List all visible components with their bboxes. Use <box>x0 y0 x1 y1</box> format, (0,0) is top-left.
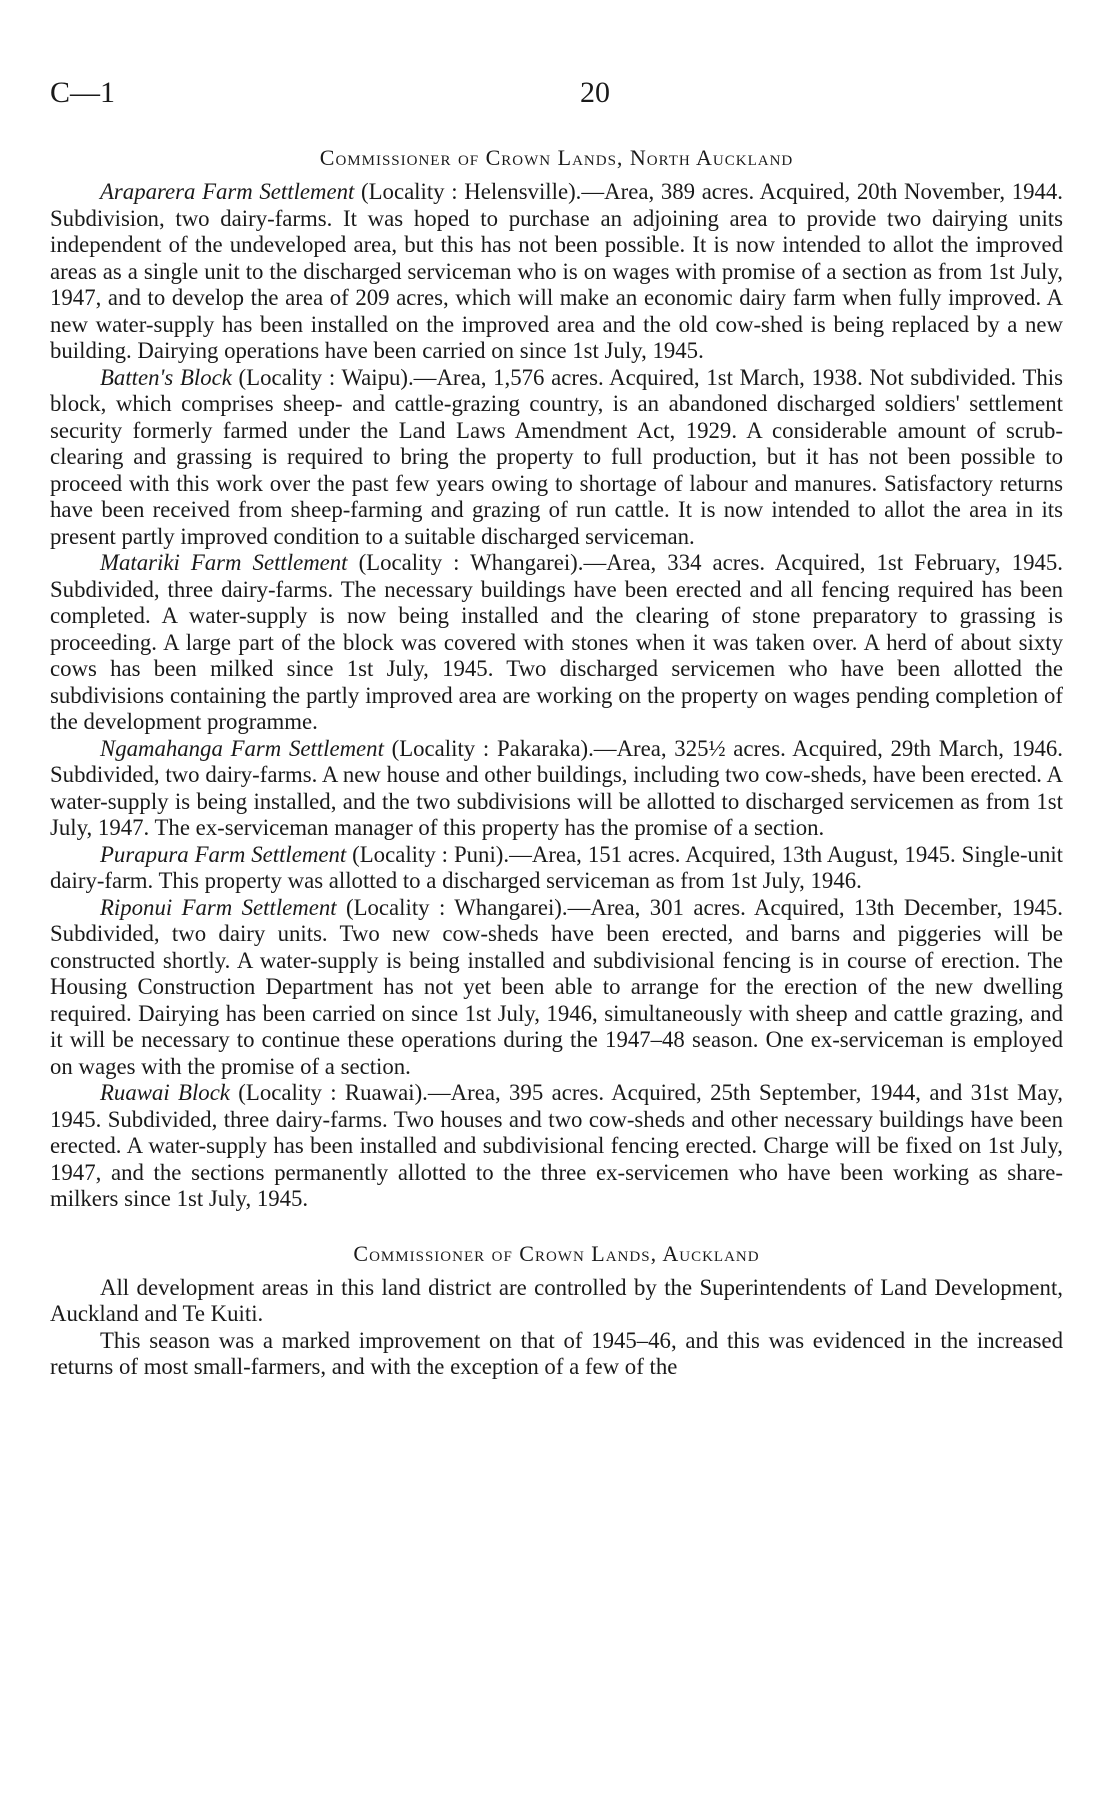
paragraph-ruawai <box>50 1080 1063 1213</box>
paragraph-season <box>50 1328 1063 1381</box>
section-auckland <box>50 1241 1063 1381</box>
settlement-name: Araparera Farm Settlement <box>100 179 355 204</box>
paragraph-text: (Locality : Waipu).—Area, 1,576 acres. Acquired, 1st March, 1938. Not subdivided. This block, which comprises sheep- and cattle-grazing country, is an abandoned discharged soldiers' settlement security formerly farmed under the Land Laws Amendment Act, 1929. A considerable amount of scrub-clearing and grassing is required to bring the property to full production, but it has not been possible to proceed with this work over the past few years owing to shortage of labour and manures. Satisfactory returns have been received from sheep-farming and grazing of run cattle. It is now intended to allot the area in its present partly improved condition to a suitable discharged serviceman. <box>50 364 1063 549</box>
paragraph-battens-block <box>50 365 1063 551</box>
paragraph-text: (Locality : Helensville).—Area, 389 acres. Acquired, 20th November, 1944. Subdivision, two dairy-farms. It was hoped to purchase an adjoining area to provide two dairying units independent of the undeveloped area, but this has not been possible. It is now intended to allot the improved areas as a single unit to the discharged serviceman who is on wages with promise of a section as from 1st July, 1947, and to develop the area of 209 acres, which will make an economic dairy farm when fully improved. A new water-supply has been installed on the improved area and the old cow-shed is being replaced by a new building. Dairying operations have been carried on since 1st July, 1945. <box>50 179 1063 363</box>
paragraph-text: (Locality : Ruawai).—Area, 395 acres. Acquired, 25th September, 1944, and 31st May, 1945. Subdivided, three dairy-farms. Two houses and two cow-sheds and other necessary buildings have been erected. A water-supply has been installed and subdivisional fencing erected. Charge will be fixed on 1st July, 1947, and the sections permanently allotted to the three ex-servicemen who have been working as share-milkers since 1st July, 1945. <box>50 1080 1063 1211</box>
paragraph-text: This season was a marked improvement on that of 1945–46, and this was evidenced in the increased returns of most small-farmers, and with the exception of a few of the <box>50 1327 1063 1379</box>
paragraph-text: (Locality : Whangarei).—Area, 301 acres. Acquired, 13th December, 1945. Subdivided, two dairy units. Two new cow-sheds have been erected, and barns and piggeries will be constructed shortly. A water-supply is being installed and subdivisional fencing is in course of erection. The Housing Construction Department has not yet been able to arrange for the erection of the new dwelling required. Dairying has been carried on since 1st July, 1946, simultaneously with sheep and cattle grazing, and it will be necessary to continue these operations during the 1947–48 season. One ex-serviceman is employed on wages with the promise of a section. <box>50 894 1063 1079</box>
settlement-name: Ruawai Block <box>100 1080 230 1105</box>
paragraph-development-areas <box>50 1275 1063 1328</box>
page-number: 20 <box>580 76 610 109</box>
paragraph-text: (Locality : Puni).—Area, 151 acres. Acquired, 13th August, 1945. Single-unit dairy-farm. This property was allotted to a discharged serviceman as from 1st July, 1946. <box>50 841 1064 893</box>
section-north-auckland <box>50 145 1063 1213</box>
settlement-name: Riponui Farm Settlement <box>100 894 337 920</box>
settlement-name: Batten's Block <box>100 364 232 390</box>
settlement-name: Purapura Farm Settlement <box>100 841 347 867</box>
settlement-name: Matariki Farm Settlement <box>100 550 348 575</box>
page-header <box>50 76 1064 116</box>
paragraph-text: (Locality : Whangarei).—Area, 334 acres. Acquired, 1st February, 1945. Subdivided, three dairy-farms. The necessary buildings have been erected and all fencing required has been completed. A water-supply is now being installed and the clearing of stone preparatory to grassing is proceeding. A large part of the block was covered with stones when it was taken over. A herd of about sixty cows has been milked since 1st July, 1945. Two discharged servicemen who have been allotted the subdivisions containing the partly improved area are working on the property on wages pending completion of the development programme. <box>50 550 1063 734</box>
document-reference: C—1 <box>50 76 116 109</box>
page-body <box>50 145 1063 1381</box>
paragraph-ngamahanga <box>50 736 1063 842</box>
section-heading: Commissioner of Crown Lands, Auckland <box>353 1240 760 1266</box>
paragraph-araparera <box>50 179 1063 365</box>
paragraph-riponui <box>50 895 1063 1081</box>
paragraph-purapura <box>50 842 1063 895</box>
paragraph-text: (Locality : Pakaraka).—Area, 325½ acres. Acquired, 29th March, 1946. Subdivided, two dairy-farms. A new house and other buildings, including two cow-sheds, have been erected. A water-supply is being installed, and the two subdivisions will be allotted to discharged servicemen as from 1st July, 1947. The ex-serviceman manager of this property has the promise of a section. <box>50 735 1063 840</box>
settlement-name: Ngamahanga Farm Settlement <box>100 735 384 761</box>
section-heading: Commissioner of Crown Lands, North Auckland <box>319 145 794 170</box>
paragraph-matariki <box>50 550 1063 736</box>
paragraph-text: All development areas in this land district are controlled by the Superintendents of Land Development, Auckland and Te Kuiti. <box>50 1274 1063 1326</box>
